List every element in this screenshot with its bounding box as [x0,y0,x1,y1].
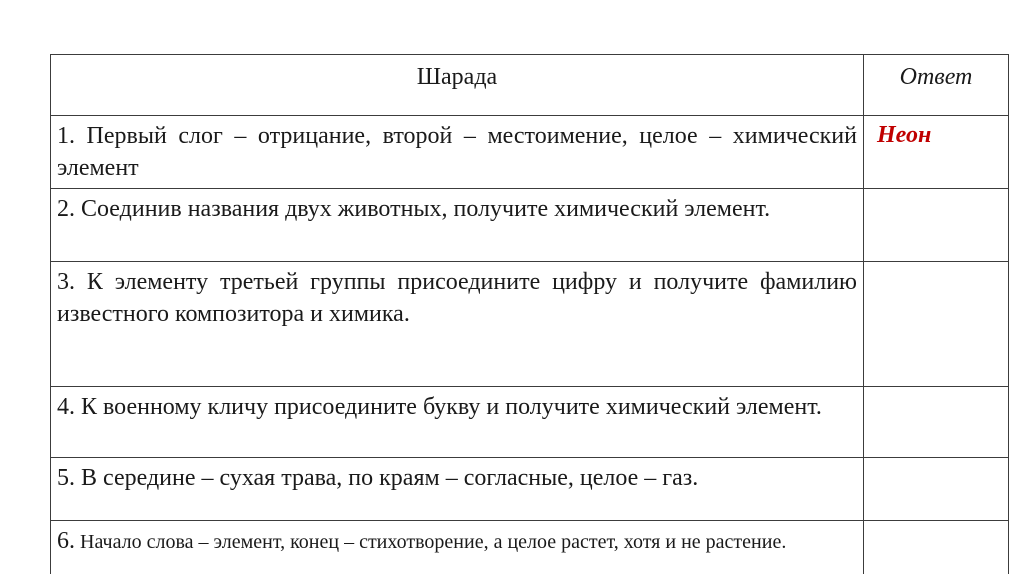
riddle-text [51,521,863,558]
header-answer-label: Ответ [899,64,973,90]
riddle-text: 5. В середине – сухая трава, по краям – согласные, целое – газ. [57,465,699,491]
question-cell [51,521,864,574]
answer-cell [864,189,1009,262]
table-row [51,521,1009,574]
question-cell [51,387,864,458]
table-row [51,116,1009,189]
riddle-text: 1. Первый слог – отрицание, второй – местоимение, целое – химический элемент [57,123,857,181]
answer-cell [864,116,1009,189]
table-row [51,458,1009,521]
riddles-table [50,54,1009,574]
answer-cell [864,458,1009,521]
answer-text [864,189,1008,194]
answer-cell [864,387,1009,458]
answer-text [864,458,1008,463]
header-question [51,55,864,116]
riddle-text: 2. Соединив названия двух животных, получите химический элемент. [57,196,771,222]
table-row [51,189,1009,262]
table-row [51,262,1009,387]
question-cell [51,189,864,262]
answer-text: Неон [877,122,932,148]
riddle-text: 4. К военному кличу присоедините букву и получите химический элемент. [57,394,822,420]
answer-text [864,387,1008,392]
riddle-number: 6. [57,528,75,554]
header-answer [864,55,1009,116]
question-cell [51,116,864,189]
answer-cell [864,521,1009,574]
answer-cell [864,262,1009,387]
answer-text [864,262,1008,267]
riddle-body: Начало слова – элемент, конец – стихотворение, а целое растет, хотя и не растение. [75,531,787,553]
table-row [51,387,1009,458]
question-cell [51,458,864,521]
riddle-text: 3. К элементу третьей группы присоедините цифру и получите фамилию известного композитора и химика. [57,269,857,327]
answer-text [864,521,1008,526]
header-question-label: Шарада [416,64,498,90]
table-header-row [51,55,1009,116]
question-cell [51,262,864,387]
